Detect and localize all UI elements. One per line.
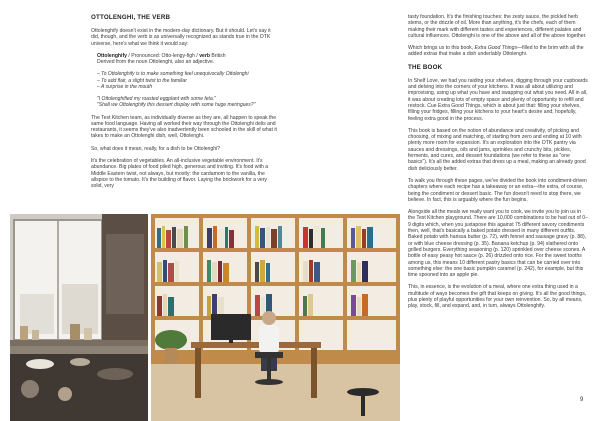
office-bookshelf-photo [151,214,400,421]
body-paragraph: This book is based on the notion of abundance and creativity, of picking and choosing, of mixing and matching, of starting from zero and ending at 10 with plenty more room for expansion. It's an exploration into the OTK pantry via sauces and dressings, oils and jams, sprinkles and crunchy bits, pickles, ferments, and cures, and dessert foundations (we refer to these as "one basics"). It's all the added extras that dress up a meal, making an already good dish deliciously better. [408,127,586,172]
definition-pos: verb [199,52,210,59]
usage-quotes [97,96,277,108]
definition-sense: – A surprise in the mouth [97,83,153,90]
usage-quote: "I Ottolenghified my roasted eggplant with some feta." [97,96,216,103]
body-paragraph: To walk you through these pages, we've divided the book into condiment-driven chapters where each recipe has a takeaway or an extra—the extra, of course, being the condiment or dessert basic. The fun doesn't need to stop there, we believe. In fact, this is arguably where the fun begins. [408,177,587,203]
usage-quote: "Shall we Ottolenghify this dessert display with some huge meringues?" [97,102,256,109]
body-paragraph [408,45,588,58]
definition-senses [97,71,277,90]
text-run: —filled to the brim with all the added extras that make a dish underlably Ottolenghi. [408,45,584,58]
section-heading-verb: OTTOLENGHI, THE VERB [91,14,171,21]
body-paragraph: This, in essence, is the evolution of a meal, where one extra thing used in a multitude of ways becomes the gift that keeps on giving. It's all the good things, plus plenty of playful opportunities for your own reinvention. So, by all means, play, stock, fill, and expand, and, in turn, always Ottolenghify. [408,284,587,310]
body-paragraph: tasty foundation. It's the finishing touches: the zesty sauce, the pickled herb stems, or the drizzle of oil. More than anything, it's the chefs, each of them making their mark with different tastes and experiences, different palates and cultural influences. Ottolenghi is one of the above and all of the above together. [408,14,587,39]
right-column [408,14,588,316]
definition-sense: – To add flair, a slight twist to the familiar [97,77,187,84]
body-paragraph: It's the celebration of vegetables. An all-inclusive vegetable environment. It's abundance. Big plates of food piled high, generous and inviting. It's food with a Middle Eastern twist, not always, but mostly: the cardamom to the vanilla, the allspice to the tomato. It's the building of flavor. Laying the brickwork for a very solid, very [91,157,269,190]
definition-block [97,53,277,66]
section-heading-book: THE BOOK [408,63,443,71]
definition-derived: Derived from the noun Ottolenghi, also an adjective. [97,59,215,66]
text-run: Which brings us to this book, [408,45,475,52]
body-paragraph: In Shelf Love, we had you raiding your shelves, digging through your cupboards and delving into the corners of your kitchens. It was all about utilizing and improvising, using up what you have and swapping out what you need. All in all, it was about creating lots of empty space and plenty of opportunity to refill and restock. Cue Extra Good Things, which is about just that: filling your shelves, filling your fridges, filling your kitchens to your heart's desire and, hopefully, feeling extra good in the process. [408,77,588,122]
intro-paragraph: Ottolenghify doesn't exist in the modern-day dictionary. But it should. Let's say it did, though, and the verb is as universally recognized as stands true in the OTK universe, here's what we think it would say: [91,28,271,47]
body-paragraph: Alongside all the meals we really want you to cook, we invite you to join us in the Test Kitchen playground. There are 10,000 combinations to be had out of 0–9 digits which, when you juxtapose this against 75 different savory condiments then, well, that's basically a baked potato dressed in many different outfits. Baked potato with harissa butter (p. 72), with fennel and sausage gravy (p. 88), or with blue cheese dressing (p. 35). Banana ketchup (p. 94) slathered onto grilled burgers. Everything seasoning (p. 120) sprinkled over cheese scones. A bottle of easy peasy hot sauce (p. 26) drizzled onto rice. For the sweet tooths among us, this means 10 different pastry basics that can be carried over into something else: the one basic pumpkin caramel (p. 242), for example, but this time spooned into an apple pie. [408,209,588,279]
definition-pronunciation: / Pronounced: Otto-lengy-figh / [127,52,200,59]
definition-term: Ottolenghify [97,52,127,59]
body-paragraph: The Test Kitchen team, as individually diverse as they are, all happen to speak the same food language. Having all worked their way through the Ottolenghi delis and restaurants, it seems they've also inadvertently been schooled in the skill of what it takes to make an Ottolenghi dish, well, Ottolenghi. [91,114,277,140]
definition-region: British [209,52,226,59]
left-column [91,14,277,195]
body-paragraph: So, what does it mean, really, for a dish to be Ottolenghi? [91,145,221,152]
page-number: 9 [580,397,584,403]
kitchen-window-photo [10,214,148,421]
book-title: Extra Good Things [474,45,518,52]
definition-sense: – To Ottolenghify is to make something feel unequivocally Ottolenghi [97,71,249,78]
